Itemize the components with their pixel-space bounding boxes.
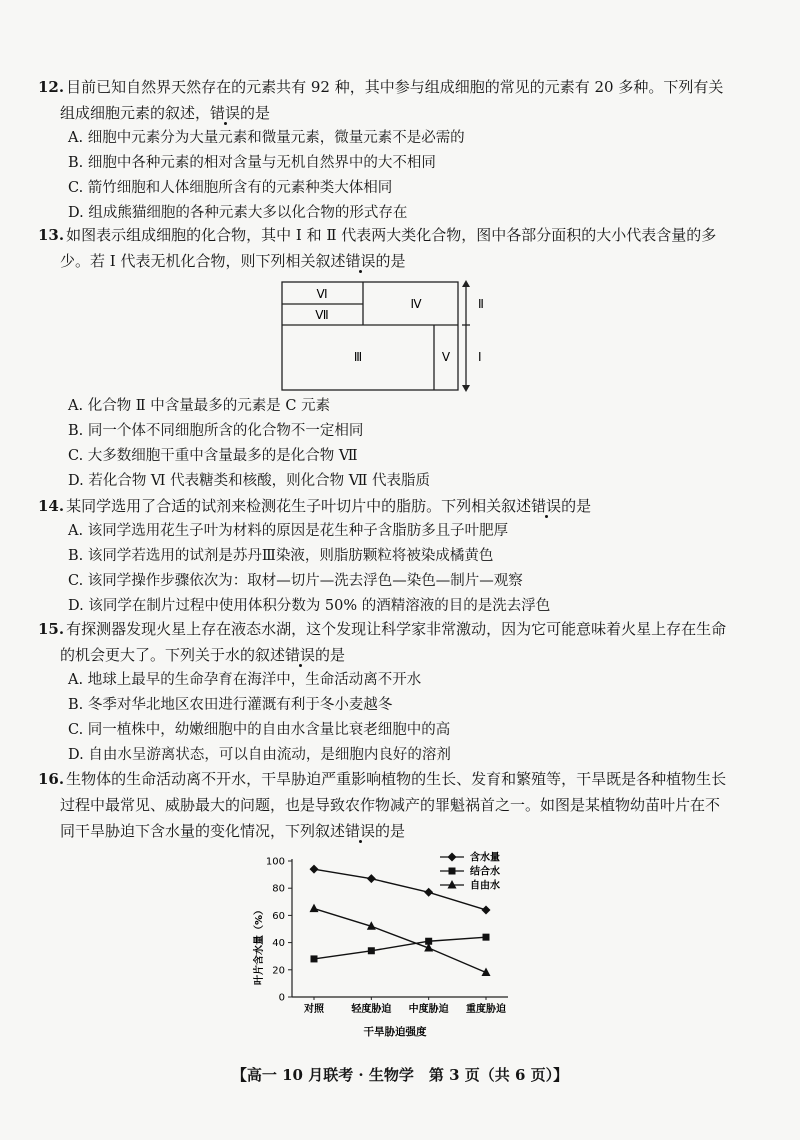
y-tick-label: 100 — [265, 856, 285, 868]
data-point-triangle — [310, 904, 319, 913]
water-content-line-chart — [240, 845, 540, 1040]
option-b: B. 冬季对华北地区农田进行灌溉有利于冬小麦越冬 — [68, 697, 393, 713]
option-d: D. 该同学在制片过程中使用体积分数为 50% 的酒精溶液的目的是洗去浮色 — [68, 598, 551, 614]
data-point-square — [311, 955, 318, 962]
question-15-stem: 15. 有探测器发现火星上存在液态水湖，这个发现让科学家非常激动，因为它可能意味着火星上存在生命 的机会更大了。下列关于水的叙述错误的是 — [38, 620, 727, 664]
diagram-outer-box — [282, 282, 458, 390]
legend-label: 结合水 — [470, 866, 500, 878]
label-ii: Ⅱ — [478, 297, 484, 311]
question-number: 16. — [38, 770, 65, 788]
x-tick-label: 重度胁迫 — [466, 1004, 506, 1015]
question-number: 14. — [38, 497, 65, 515]
emphasis-text: 错误 — [345, 252, 376, 270]
option-b: B. 同一个体不同细胞所含的化合物不一定相同 — [68, 423, 364, 439]
question-number: 12. — [38, 78, 65, 96]
series-line — [314, 869, 486, 910]
label-iv: Ⅳ — [410, 297, 422, 311]
question-13-options — [38, 394, 768, 494]
y-tick-label: 20 — [272, 965, 285, 977]
data-point-diamond — [482, 905, 491, 914]
y-axis-label: 叶片含水量（%） — [254, 904, 265, 986]
label-i: Ⅰ — [478, 350, 482, 364]
data-point-diamond — [424, 888, 433, 897]
legend-label: 含水量 — [470, 852, 500, 864]
emphasis-text: 错误 — [285, 646, 316, 664]
emphasis-text: 错误 — [345, 822, 376, 840]
option-b: B. 该同学若选用的试剂是苏丹Ⅲ染液，则脂肪颗粒将被染成橘黄色 — [68, 548, 494, 564]
y-tick-label: 60 — [272, 910, 285, 922]
x-tick-label: 中度胁迫 — [408, 1004, 449, 1015]
option-c: C. 该同学操作步骤依次为：取材—切片—洗去浮色—染色—制片—观察 — [68, 573, 523, 589]
option-a: A. 细胞中元素分为大量元素和微量元素，微量元素不是必需的 — [68, 130, 465, 146]
option-a: A. 化合物 Ⅱ 中含量最多的元素是 C 元素 — [68, 398, 331, 414]
option-a: A. 该同学选用花生子叶为材料的原因是花生种子含脂肪多且子叶肥厚 — [68, 523, 509, 539]
question-12-stem: 12. 目前已知自然界天然存在的元素共有 92 种，其中参与组成细胞的常见的元素有 20 多种。下列有关 组成细胞元素的叙述，错误的是 — [38, 78, 724, 122]
data-point-diamond — [448, 853, 457, 862]
option-c: C. 箭竹细胞和人体细胞所含有的元素种类大体相同 — [68, 180, 393, 196]
emphasis-text: 错误 — [531, 497, 562, 515]
y-tick-label: 80 — [272, 883, 285, 895]
question-13-stem: 13. 如图表示组成细胞的化合物，其中 Ⅰ 和 Ⅱ 代表两大类化合物，图中各部分面积的大小代表含量的多 少。若 Ⅰ 代表无机化合物，则下列相关叙述错误的是 — [38, 226, 717, 270]
question-16-stem: 16. 生物体的生命活动离不开水，干旱胁迫严重影响植物的生长、发育和繁殖等，干旱既是各种植物生长 过程中最常见、威胁最大的问题，也是导致农作物减产的罪魁祸首之一。如图是某植物幼苗叶片在不 同干旱胁迫下含水量的变化情况，下列叙述错误的是 — [38, 770, 727, 840]
question-number: 15. — [38, 620, 65, 638]
option-b: B. 细胞中各种元素的相对含量与无机自然界中的大不相同 — [68, 155, 436, 171]
option-d: D. 自由水呈游离状态，可以自由流动，是细胞内良好的溶剂 — [68, 747, 451, 763]
question-13 — [38, 222, 768, 274]
data-point-square — [368, 947, 375, 954]
question-15 — [38, 616, 768, 768]
legend-label: 自由水 — [470, 880, 500, 892]
label-vi: Ⅵ — [316, 287, 328, 301]
data-point-diamond — [367, 874, 376, 883]
data-point-square — [483, 934, 490, 941]
question-14 — [38, 493, 768, 619]
page-footer: 【高一 10 月联考 · 生物学 第 3 页（共 6 页）】 — [231, 1066, 569, 1084]
data-point-diamond — [310, 865, 319, 874]
data-point-triangle — [448, 880, 457, 889]
question-12 — [38, 74, 768, 226]
x-axis-label: 干旱胁迫强度 — [363, 1026, 427, 1038]
data-point-square — [449, 868, 456, 875]
y-tick-label: 0 — [278, 992, 285, 1004]
series-line — [314, 937, 486, 959]
x-tick-label: 对照 — [304, 1004, 324, 1015]
option-d: D. 组成熊猫细胞的各种元素大多以化合物的形式存在 — [68, 205, 408, 221]
option-d: D. 若化合物 Ⅵ 代表糖类和核酸，则化合物 Ⅶ 代表脂质 — [68, 473, 431, 489]
compound-area-diagram — [270, 278, 500, 393]
x-tick-label: 轻度胁迫 — [351, 1004, 392, 1015]
option-c: C. 大多数细胞干重中含量最多的是化合物 Ⅶ — [68, 448, 358, 464]
question-number: 13. — [38, 226, 65, 244]
series-line — [314, 909, 486, 973]
label-v: Ⅴ — [441, 350, 451, 364]
question-16 — [38, 766, 768, 844]
label-vii: Ⅶ — [315, 308, 329, 322]
label-iii: Ⅲ — [353, 350, 363, 364]
question-14-stem: 14. 某同学选用了合适的试剂来检测花生子叶切片中的脂肪。下列相关叙述错误的是 — [38, 497, 592, 515]
option-c: C. 同一植株中，幼嫩细胞中的自由水含量比衰老细胞中的高 — [68, 722, 451, 738]
y-tick-label: 40 — [272, 938, 285, 950]
option-a: A. 地球上最早的生命孕育在海洋中，生命活动离不开水 — [68, 672, 422, 688]
emphasis-text: 错误 — [210, 104, 241, 122]
